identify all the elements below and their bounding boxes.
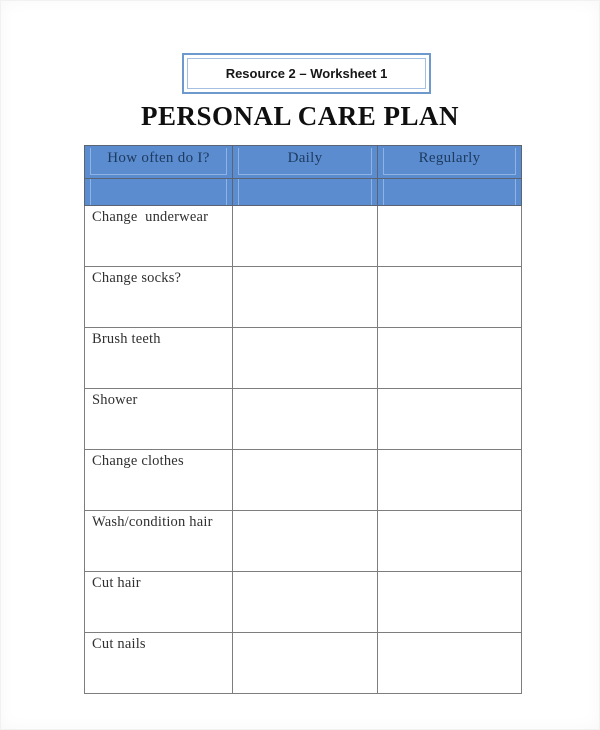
header-cell-regularly bbox=[378, 146, 522, 179]
table-header bbox=[85, 146, 522, 206]
header-spacer-cell bbox=[85, 179, 233, 206]
page-title: PERSONAL CARE PLAN bbox=[140, 101, 460, 131]
table-row bbox=[85, 328, 522, 389]
table-row bbox=[85, 389, 522, 450]
regularly-cell bbox=[378, 328, 522, 389]
regularly-cell bbox=[378, 572, 522, 633]
table-row bbox=[85, 206, 522, 267]
row-label: Cut hair bbox=[85, 572, 233, 633]
daily-cell bbox=[233, 267, 378, 328]
table-row bbox=[85, 511, 522, 572]
row-label: Change clothes bbox=[85, 450, 233, 511]
header-spacer-inner bbox=[238, 179, 372, 205]
header-spacer-cell bbox=[378, 179, 522, 206]
header-row-spacer bbox=[85, 179, 522, 206]
row-label: Brush teeth bbox=[85, 328, 233, 389]
regularly-cell bbox=[378, 450, 522, 511]
row-label: Shower bbox=[85, 389, 233, 450]
daily-cell bbox=[233, 206, 378, 267]
header-spacer-inner bbox=[383, 179, 516, 205]
table-body bbox=[85, 206, 522, 694]
header-row-labels bbox=[85, 146, 522, 179]
table-row bbox=[85, 633, 522, 694]
table-row bbox=[85, 267, 522, 328]
regularly-cell bbox=[378, 389, 522, 450]
regularly-cell bbox=[378, 267, 522, 328]
header-cell-daily bbox=[233, 146, 378, 179]
daily-cell bbox=[233, 389, 378, 450]
regularly-cell bbox=[378, 206, 522, 267]
daily-cell bbox=[233, 450, 378, 511]
header-spacer-inner bbox=[90, 179, 227, 205]
header-cell-how-often bbox=[85, 146, 233, 179]
table-row bbox=[85, 572, 522, 633]
row-label: Cut nails bbox=[85, 633, 233, 694]
table-row bbox=[85, 450, 522, 511]
daily-cell bbox=[233, 633, 378, 694]
row-label: Wash/condition hair bbox=[85, 511, 233, 572]
header-spacer-cell bbox=[233, 179, 378, 206]
daily-cell bbox=[233, 328, 378, 389]
header-label-how-often: How often do I? bbox=[90, 148, 227, 175]
personal-care-table bbox=[84, 145, 522, 694]
row-label: Change underwear bbox=[85, 206, 233, 267]
resource-banner-box bbox=[182, 53, 431, 94]
header-label-regularly: Regularly bbox=[383, 148, 516, 175]
header-label-daily: Daily bbox=[238, 148, 372, 175]
daily-cell bbox=[233, 572, 378, 633]
daily-cell bbox=[233, 511, 378, 572]
regularly-cell bbox=[378, 633, 522, 694]
row-label: Change socks? bbox=[85, 267, 233, 328]
resource-banner-label: Resource 2 – Worksheet 1 bbox=[187, 58, 426, 89]
regularly-cell bbox=[378, 511, 522, 572]
